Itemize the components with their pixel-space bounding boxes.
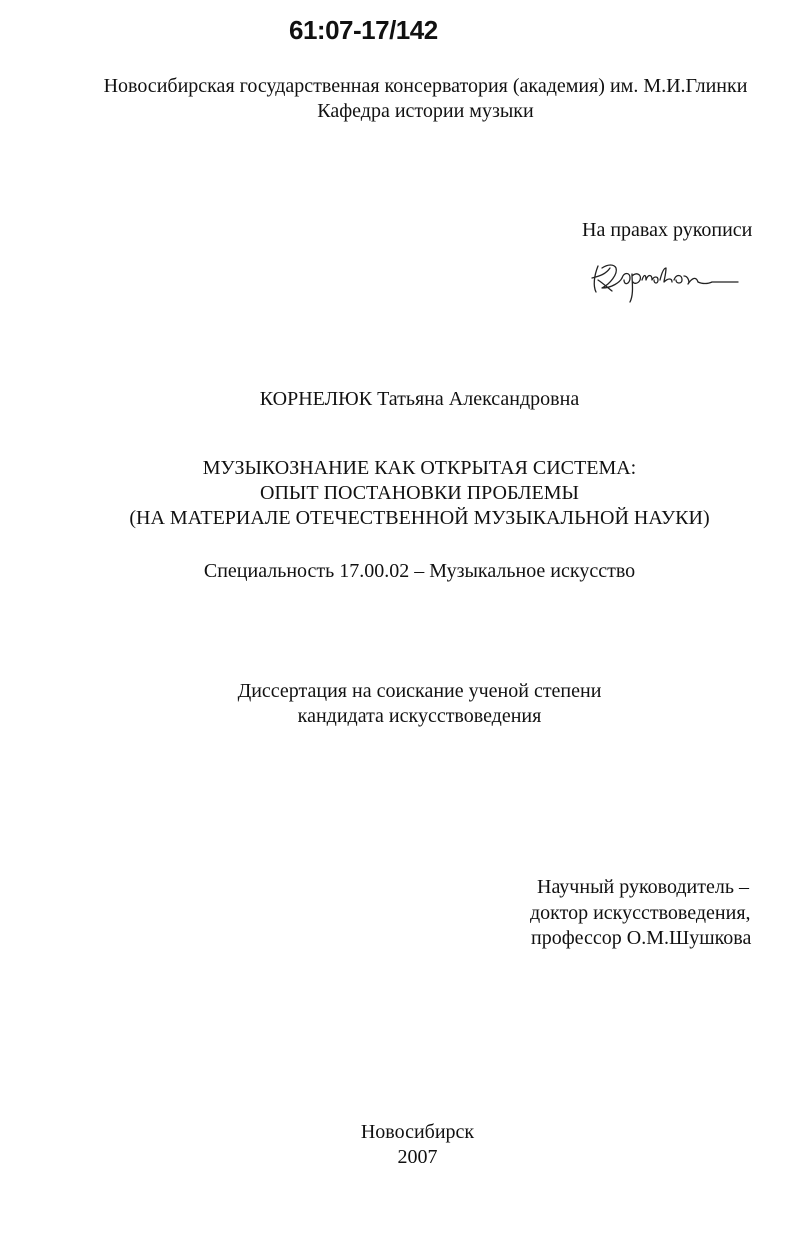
degree-line-2: кандидата искусствоведения (297, 705, 542, 727)
supervisor-line-2: доктор искусствоведения, (530, 902, 751, 924)
degree-line-1: Диссертация на соискание ученой степени (237, 680, 602, 702)
catalog-code: 61:07-17/142 (289, 15, 438, 45)
author-signature (588, 258, 743, 308)
title-line-2: ОПЫТ ПОСТАНОВКИ ПРОБЛЕМЫ (260, 482, 579, 504)
institution-name: Новосибирская государственная консерватория (академия) им. М.И.Глинки (103, 75, 748, 97)
title-line-3: (НА МАТЕРИАЛЕ ОТЕЧЕСТВЕННОЙ МУЗЫКАЛЬНОЙ НАУКИ) (129, 507, 710, 529)
year: 2007 (397, 1146, 438, 1168)
city-name: Новосибирск (360, 1121, 475, 1143)
supervisor-line-3: профессор О.М.Шушкова (531, 927, 752, 949)
manuscript-rights-note: На правах рукописи (582, 219, 753, 241)
supervisor-line-1: Научный руководитель – (537, 876, 749, 898)
specialty-line: Специальность 17.00.02 – Музыкальное искусство (203, 560, 636, 582)
department-name: Кафедра истории музыки (317, 100, 534, 122)
author-name: КОРНЕЛЮК Татьяна Александровна (259, 388, 580, 410)
title-line-1: МУЗЫКОЗНАНИЕ КАК ОТКРЫТАЯ СИСТЕМА: (202, 457, 637, 479)
